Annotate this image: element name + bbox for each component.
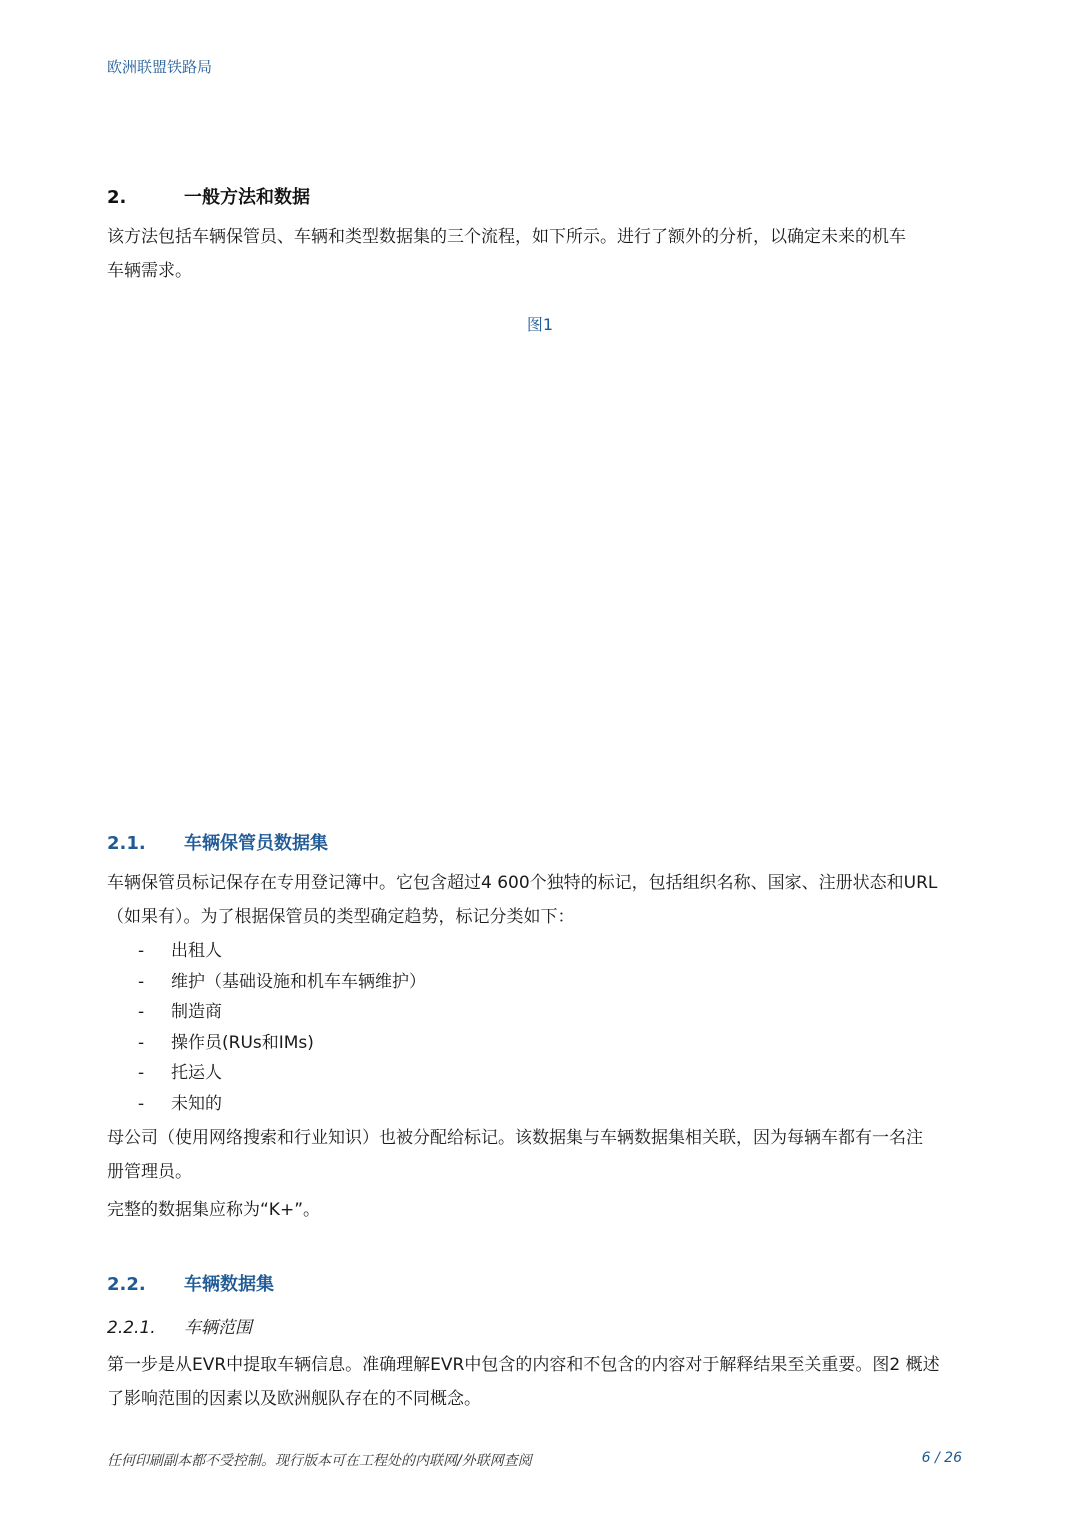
section-2-2-1-paragraph bbox=[107, 1348, 977, 1416]
section-2-1-paragraph-2 bbox=[107, 1121, 977, 1189]
paragraph-line: 第一步是从EVR中提取车辆信息。准确理解EVR中包含的内容和不包含的内容对于解释结果至关重要。图2 概述 bbox=[107, 1355, 940, 1375]
paragraph-line: 了影响范围的因素以及欧洲舰队存在的不同概念。 bbox=[107, 1389, 481, 1409]
section-number: 2.2.1. bbox=[107, 1318, 156, 1338]
footer-notice: 任何印刷副本都不受控制。现行版本可在工程处的内联网/外联网查阅 bbox=[107, 1453, 532, 1469]
section-title: 车辆保管员数据集 bbox=[184, 833, 328, 854]
list-item: - 制造商 bbox=[138, 1002, 222, 1022]
paragraph-line: 车辆需求。 bbox=[107, 261, 192, 281]
list-item: - 操作员(RUs和IMs) bbox=[138, 1032, 314, 1053]
section-2-paragraph bbox=[107, 220, 977, 288]
list-item: - 托运人 bbox=[138, 1063, 222, 1083]
section-title: 一般方法和数据 bbox=[184, 187, 310, 208]
paragraph-line: 车辆保管员标记保存在专用登记簿中。它包含超过4 600个独特的标记，包括组织名称、国家、注册状态和URL bbox=[107, 873, 938, 893]
paragraph-line: 该方法包括车辆保管员、车辆和类型数据集的三个流程，如下所示。进行了额外的分析，以确定未来的机车 bbox=[107, 227, 906, 247]
section-number: 2.1. bbox=[107, 833, 146, 854]
section-2-1-paragraph-1 bbox=[107, 866, 977, 934]
keeper-category-list bbox=[138, 938, 426, 1121]
section-number: 2.2. bbox=[107, 1274, 146, 1295]
paragraph-line: （如果有）。为了根据保管员的类型确定趋势，标记分类如下： bbox=[107, 907, 575, 927]
header-org-name: 欧洲联盟铁路局 bbox=[107, 58, 213, 76]
section-title: 车辆数据集 bbox=[184, 1274, 274, 1295]
list-item: - 维护（基础设施和机车车辆维护） bbox=[138, 971, 426, 992]
figure-1-caption: 图1 bbox=[526, 315, 554, 334]
section-number: 2. bbox=[107, 187, 127, 208]
section-2-1-heading bbox=[107, 829, 328, 855]
section-2-2-1-heading bbox=[107, 1313, 252, 1338]
section-title: 车辆范围 bbox=[184, 1318, 252, 1338]
paragraph-line: 母公司（使用网络搜索和行业知识）也被分配给标记。该数据集与车辆数据集相关联，因为每辆车都有一名注 bbox=[107, 1128, 923, 1148]
section-2-heading bbox=[107, 183, 310, 209]
page-number: 6 / 26 bbox=[921, 1450, 962, 1466]
section-2-2-heading bbox=[107, 1270, 274, 1296]
list-item: - 未知的 bbox=[138, 1093, 222, 1114]
paragraph-line: 册管理员。 bbox=[107, 1162, 192, 1182]
list-item: - 出租人 bbox=[138, 941, 222, 961]
section-2-1-paragraph-3: 完整的数据集应称为“K+”。 bbox=[107, 1200, 321, 1220]
